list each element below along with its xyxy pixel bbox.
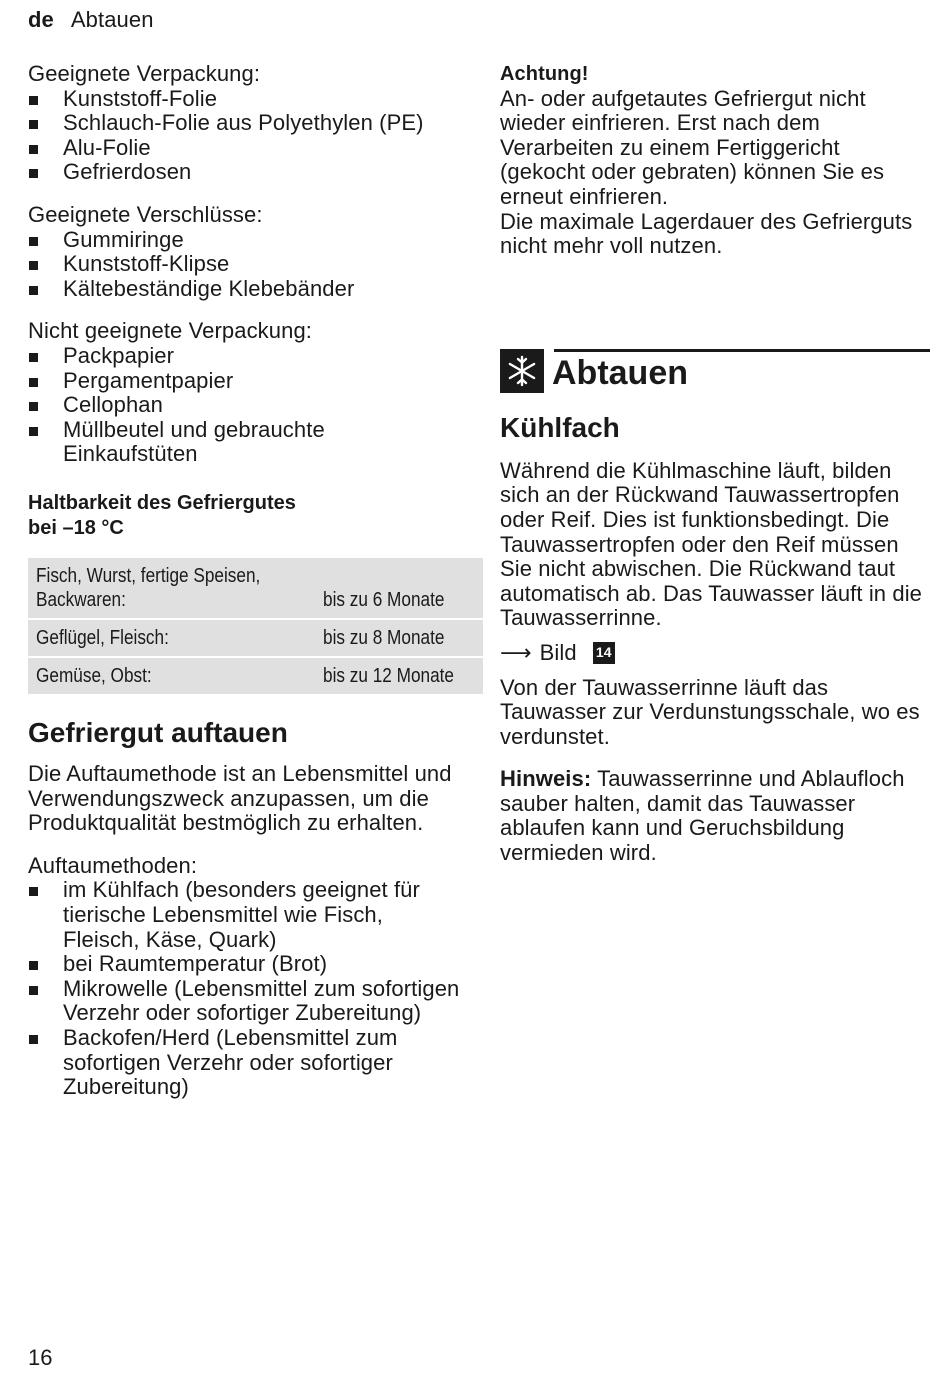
methods-label: Auftaumethoden: bbox=[28, 852, 198, 878]
list-item: bei Raumtemperatur (Brot) bbox=[28, 952, 460, 977]
closures-ok-list bbox=[28, 228, 460, 302]
warning-text: An- oder aufgetautes Gefriergut nicht wieder einfrieren. Erst nach dem Verarbeiten zu einem Fertiggericht (gekocht oder gebraten) können Sie es erneut einfrieren. bbox=[500, 85, 885, 209]
list-item: Kunststoff-Folie bbox=[28, 87, 460, 112]
list-item: Pergamentpapier bbox=[28, 369, 460, 394]
list-item: Müllbeutel und gebrauchte Einkaufstüten bbox=[28, 418, 460, 467]
shelf-life-table bbox=[28, 558, 483, 696]
header-section-title: Abtauen bbox=[70, 7, 154, 32]
page-number: 16 bbox=[28, 1345, 53, 1370]
packaging-ok-list bbox=[28, 87, 460, 185]
list-item: Cellophan bbox=[28, 393, 460, 418]
note-text: Tauwasserrinne und Ablaufloch sauber halten, damit das Tauwasser ablaufen kann und Geruchsbildung vermieden wird. bbox=[500, 766, 905, 866]
packaging-bad-list bbox=[28, 344, 460, 467]
list-item: Kältebeständige Klebebänder bbox=[28, 277, 460, 302]
packaging-ok-label: Geeignete Verpackung: bbox=[28, 61, 261, 86]
list-item: Backofen/Herd (Lebensmittel zum sofortigen Verzehr oder sofortiger Zubereitung) bbox=[28, 1026, 460, 1100]
sub-heading: Kühlfach bbox=[500, 411, 620, 443]
table-cell-duration: bis zu 8 Monate bbox=[305, 619, 483, 657]
packaging-bad-label: Nicht geeignete Verpackung: bbox=[28, 318, 313, 344]
list-item: im Kühlfach (besonders geeignet für tierische Lebensmittel wie Fisch, Fleisch, Käse, Quark) bbox=[28, 878, 460, 952]
section-heading bbox=[500, 349, 930, 401]
warning-title: Achtung! bbox=[500, 63, 589, 85]
figure-label: Bild bbox=[539, 639, 577, 665]
figure-reference bbox=[500, 641, 930, 666]
thaw-heading: Gefriergut auftauen bbox=[28, 717, 288, 749]
table-cell-food: Geflügel, Fleisch: bbox=[28, 619, 305, 657]
food-line1: Fisch, Wurst, fertige Speisen, bbox=[36, 565, 261, 588]
table-row bbox=[28, 558, 483, 619]
figure-number-badge: 14 bbox=[593, 642, 615, 664]
table-cell-food bbox=[28, 558, 305, 619]
list-item: Gummiringe bbox=[28, 228, 460, 253]
list-item: Mikrowelle (Lebensmittel zum sofortigen Verzehr oder sofortiger Zubereitung) bbox=[28, 977, 460, 1026]
methods-list bbox=[28, 878, 460, 1099]
right-column bbox=[500, 62, 930, 866]
note-label: Hinweis: bbox=[500, 766, 592, 792]
table-cell-duration: bis zu 6 Monate bbox=[305, 558, 483, 619]
warning-text-2: Die maximale Lagerdauer des Gefrierguts nicht mehr voll nutzen. bbox=[500, 208, 913, 259]
body-text-1: Während die Kühlmaschine läuft, bilden sich an der Rückwand Tauwassertropfen oder Reif. Dies ist funktionsbedingt. Die Tauwassertropfen oder den Reif müssen Sie nicht abwischen. Die Rückwand taut automatisch ab. Das Tauwasser läuft in die Tauwasserrinne. bbox=[500, 457, 923, 631]
arrow-icon: ⟶ bbox=[500, 639, 532, 665]
language-code: de bbox=[28, 7, 54, 32]
list-item: Kunststoff-Klipse bbox=[28, 252, 460, 277]
thaw-text: Die Auftaumethode ist an Lebensmittel und Verwendungszweck anzupassen, um die Produktqualität bestmöglich zu erhalten. bbox=[28, 761, 452, 836]
table-row bbox=[28, 619, 483, 657]
shelf-life-title bbox=[28, 491, 460, 540]
table-cell-food: Gemüse, Obst: bbox=[28, 657, 305, 695]
closures-ok-label: Geeignete Verschlüsse: bbox=[28, 201, 263, 227]
note bbox=[500, 767, 930, 865]
list-item: Alu-Folie bbox=[28, 136, 460, 161]
section-title: Abtauen bbox=[552, 353, 688, 392]
shelf-life-title-line1: Haltbarkeit des Gefriergutes bbox=[28, 491, 296, 514]
body-text-2: Von der Tauwasserrinne läuft das Tauwasser zur Verdunstungsschale, wo es verdunstet. bbox=[500, 674, 920, 749]
snowflake-icon bbox=[500, 349, 544, 393]
food-line2: Backwaren: bbox=[36, 589, 126, 612]
page-header bbox=[28, 8, 154, 33]
left-column bbox=[28, 62, 460, 1100]
shelf-life-title-line2: bei –18 °C bbox=[28, 516, 124, 539]
list-item: Packpapier bbox=[28, 344, 460, 369]
table-cell-duration: bis zu 12 Monate bbox=[305, 657, 483, 695]
list-item: Schlauch-Folie aus Polyethylen (PE) bbox=[28, 111, 460, 136]
list-item: Gefrierdosen bbox=[28, 160, 460, 185]
table-row bbox=[28, 657, 483, 695]
